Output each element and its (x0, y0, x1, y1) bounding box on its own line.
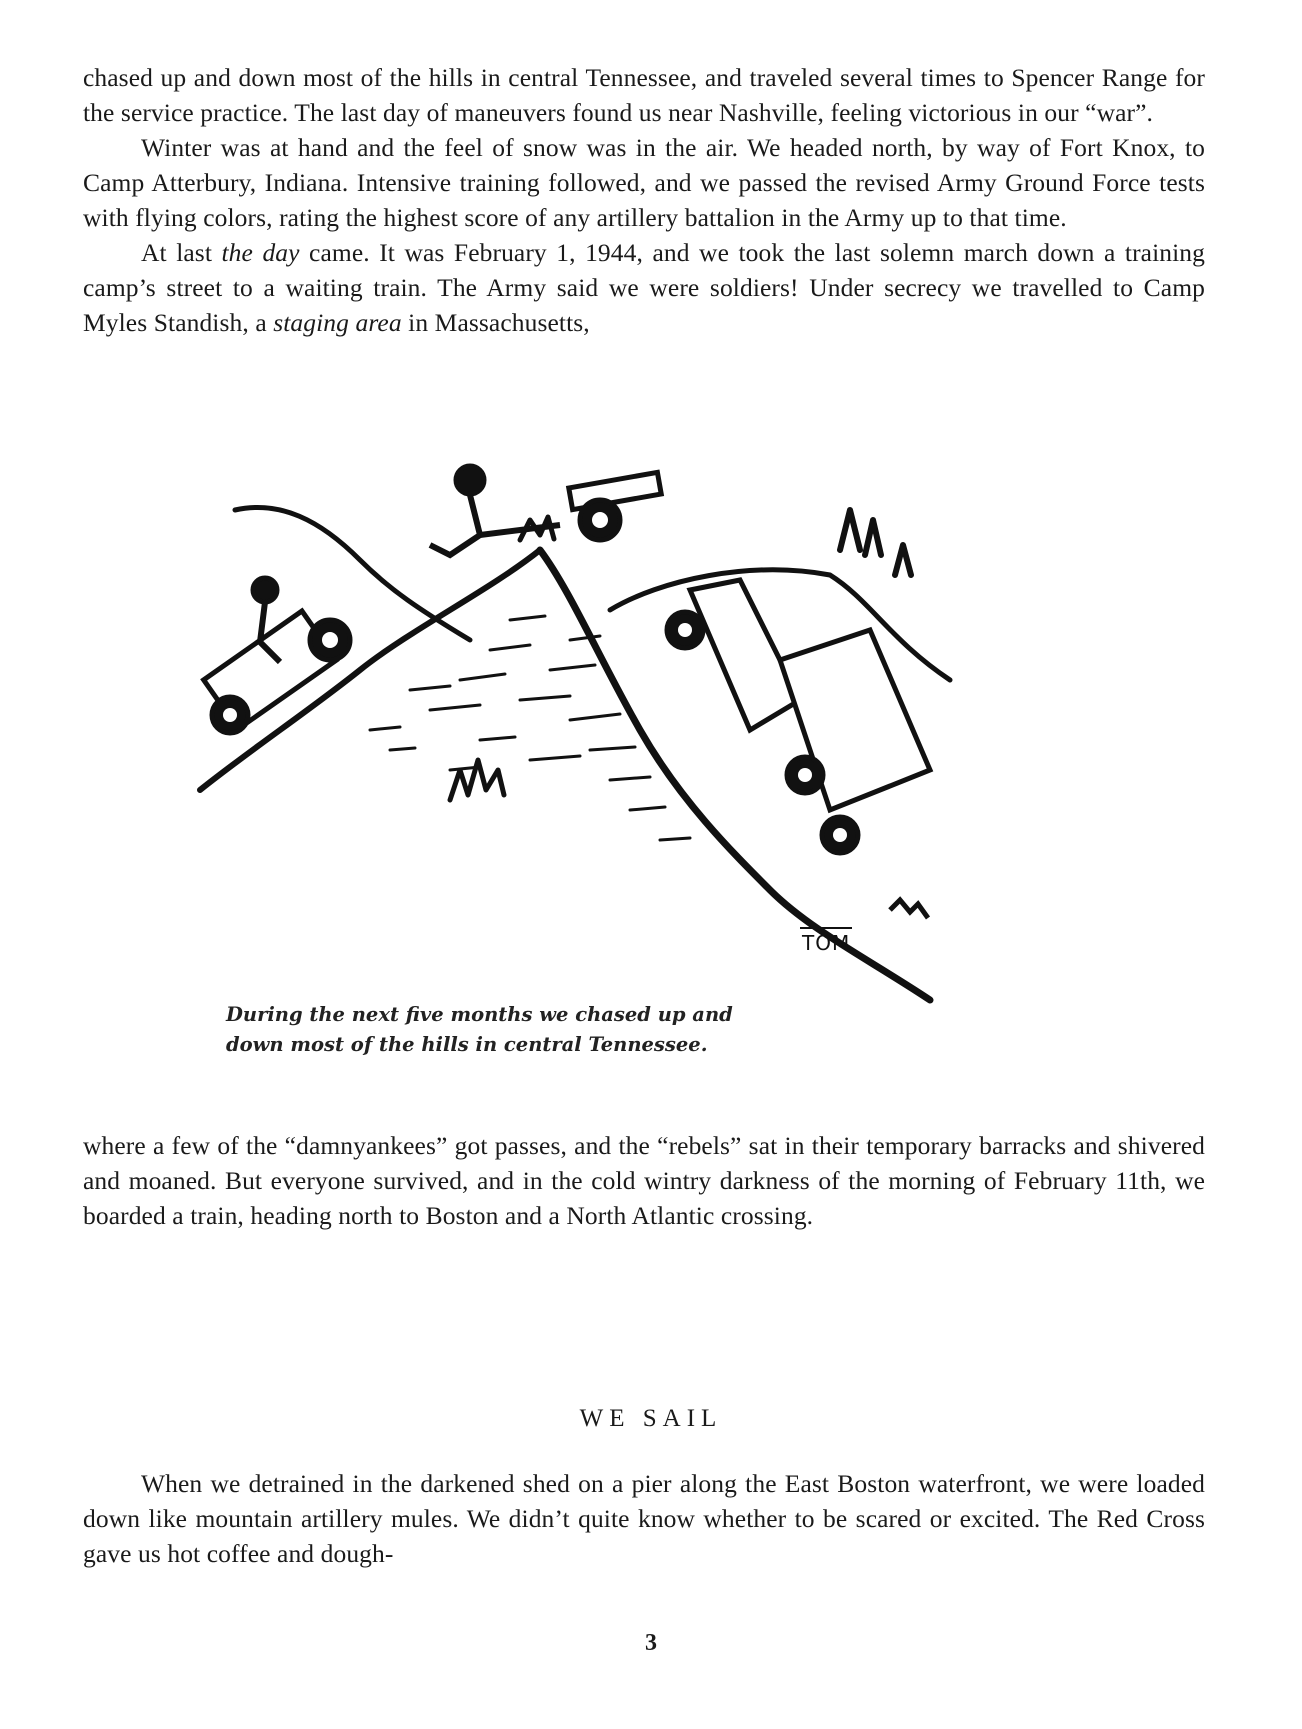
illustration-hill-vehicles (190, 440, 1070, 1060)
text-block-bottom (83, 1466, 1205, 1571)
section-heading: WE SAIL (579, 1405, 723, 1432)
italic-text: staging area (273, 308, 402, 337)
illustration-drawing (190, 440, 1070, 1060)
text-segment: At last (141, 238, 222, 267)
text-block-top (83, 60, 1205, 340)
bush (450, 760, 504, 800)
text-segment: chased up and down most of the hills in central Tennessee, and traveled several times to Spencer Range for the service practice. The last day of maneuvers found us near Nashville, feeling victorious in our “war”. (83, 63, 1205, 127)
paragraph (83, 130, 1205, 235)
paragraph (83, 60, 1205, 130)
italic-text: the day (221, 238, 300, 267)
jeep-left (204, 578, 350, 733)
paragraph (83, 235, 1205, 340)
truck-right (667, 580, 930, 853)
paragraph (83, 1466, 1205, 1571)
text-segment: where a few of the “damnyankees” got passes, and the “rebels” sat in their temporary barracks and shivered and moaned. But everyone survived, and in the cold wintry darkness of the morning of February 11th, we boarded a train, heading north to Boston and a North Atlantic crossing. (83, 1131, 1205, 1230)
text-segment: came. It was February 1, 1944, and we took the last solemn march down a training camp’s street to a waiting train. The Army said we were soldiers! Under secrecy we travelled to Camp Myles Standish, a (83, 238, 1205, 337)
text-block-middle (83, 1128, 1205, 1233)
artist-signature-text: TOM (802, 931, 851, 955)
caption-line: down most of the hills in central Tennessee. (226, 1033, 708, 1056)
paragraph (83, 1128, 1205, 1233)
page-number: 3 (645, 1630, 657, 1656)
hill-outline-left (200, 550, 540, 790)
text-segment: Winter was at hand and the feel of snow was in the air. We headed north, by way of Fort Knox, to Camp Atterbury, Indiana. Intensive training followed, and we passed the revised Army Ground Force tests with flying colors, rating the highest score of any artillery battalion in the Army up to that time. (83, 133, 1205, 232)
text-segment: in Massachusetts, (401, 308, 590, 337)
bush-lower-right (890, 900, 928, 918)
trees (840, 510, 911, 575)
caption-line: During the next five months we chased up and (226, 1003, 733, 1026)
figure-caption (226, 1000, 826, 1060)
artist-signature (800, 927, 852, 967)
soldier-with-howitzer (430, 466, 661, 555)
text-segment: When we detrained in the darkened shed on a pier along the East Boston waterfront, we were loaded down like mountain artillery mules. We didn’t quite know whether to be scared or excited. The Red Cross gave us hot coffee and dough- (83, 1469, 1205, 1568)
